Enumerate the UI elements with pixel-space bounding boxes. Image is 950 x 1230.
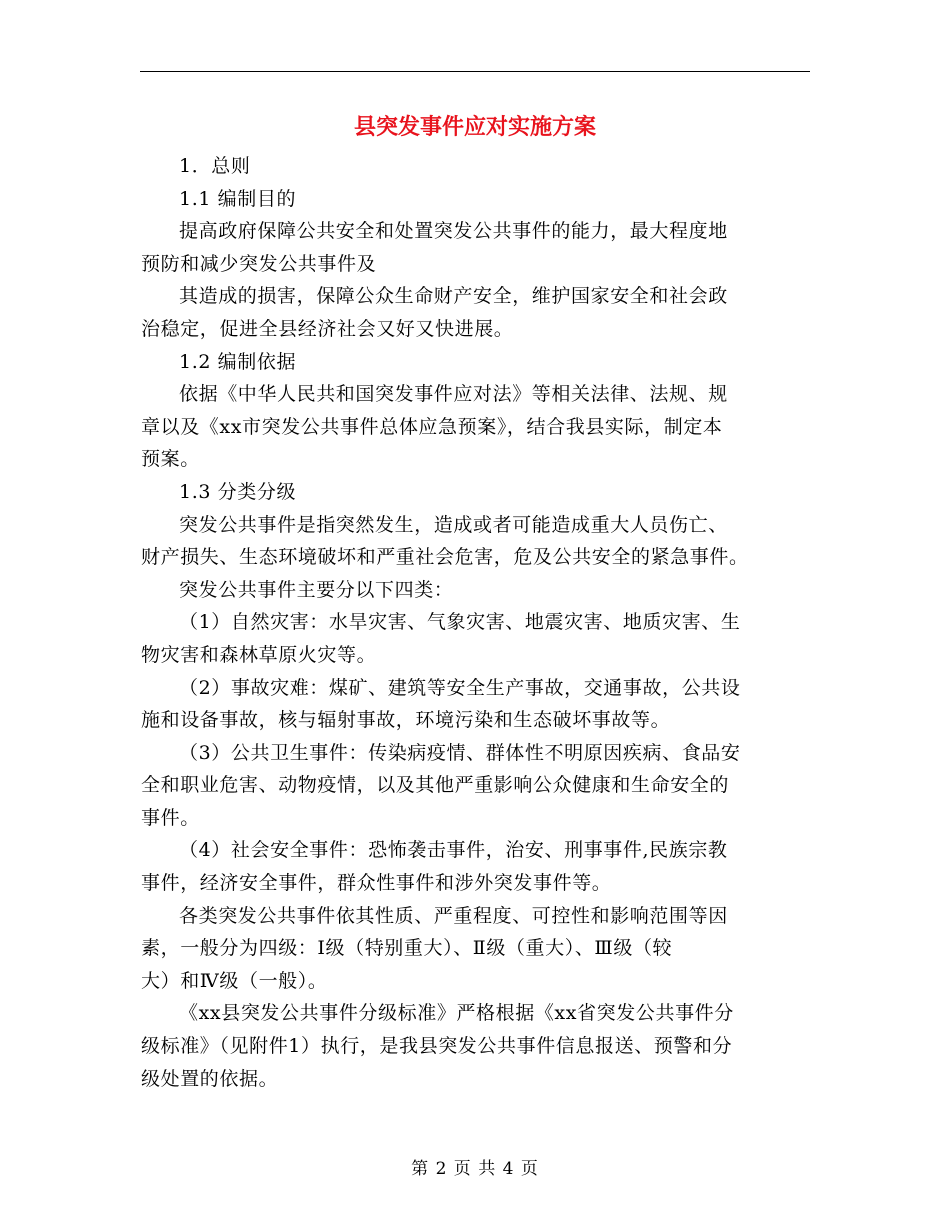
text-line: 1.3 分类分级: [179, 480, 297, 503]
document-body: [141, 150, 811, 1095]
text-line: 预防和减少突发公共事件及: [141, 252, 377, 275]
text-line: 《xx县突发公共事件分级标准》严格根据《xx省突发公共事件分: [179, 1002, 734, 1025]
header-rule: [140, 71, 810, 72]
text-line: 治稳定，促进全县经济社会又好又快进展。: [141, 317, 514, 340]
text-line: 全和职业危害、动物疫情，以及其他严重影响公众健康和生命安全的: [141, 774, 730, 797]
page-number-footer: 第 2 页 共 4 页: [411, 1159, 539, 1179]
text-line: 1.2 编制依据: [179, 350, 297, 373]
text-line: 施和设备事故，核与辐射事故，环境污染和生态破坏事故等。: [141, 709, 671, 732]
text-line: 预案。: [141, 448, 200, 471]
text-line: 各类突发公共事件依其性质、严重程度、可控性和影响范围等因: [179, 904, 728, 927]
text-line: 提高政府保障公共安全和处置突发公共事件的能力，最大程度地: [179, 220, 728, 243]
text-line: 1.1 编制目的: [179, 187, 297, 210]
text-line: 事件，经济安全事件，群众性事件和涉外突发事件等。: [141, 872, 612, 895]
text-line: 级标准》（见附件1）执行，是我县突发公共事件信息报送、预警和分: [141, 1035, 733, 1058]
text-line: 依据《中华人民共和国突发事件应对法》等相关法律、法规、规: [179, 383, 728, 406]
text-line: 其造成的损害，保障公众生命财产安全，维护国家安全和社会政: [179, 285, 728, 308]
text-line: （3）公共卫生事件：传染病疫情、群体性不明原因疾病、食品安: [179, 741, 741, 764]
text-line: 物灾害和森林草原火灾等。: [141, 643, 377, 666]
text-line: 素，一般分为四级：Ⅰ级（特别重大）、Ⅱ级（重大）、Ⅲ级（较: [141, 937, 673, 960]
document-title: 县突发事件应对实施方案: [353, 114, 596, 140]
text-line: 财产损失、生态环境破坏和严重社会危害，危及公共安全的紧急事件。: [141, 546, 749, 569]
text-line: 章以及《xx市突发公共事件总体应急预案》，结合我县实际，制定本: [141, 415, 723, 438]
text-line: 1．总则: [179, 155, 251, 177]
text-line: 级处置的依据。: [141, 1067, 279, 1090]
text-line: 突发公共事件是指突然发生，造成或者可能造成重大人员伤亡、: [179, 513, 728, 536]
text-line: （2）事故灾难：煤矿、建筑等安全生产事故，交通事故，公共设: [179, 676, 741, 699]
text-line: 突发公共事件主要分以下四类：: [179, 578, 454, 601]
text-line: （4）社会安全事件：恐怖袭击事件，治安、刑事事件,民族宗教: [179, 839, 728, 862]
text-line: （1）自然灾害：水旱灾害、气象灾害、地震灾害、地质灾害、生: [179, 611, 741, 634]
text-line: 大）和Ⅳ级（一般）。: [141, 969, 328, 992]
text-line: 事件。: [141, 806, 200, 829]
